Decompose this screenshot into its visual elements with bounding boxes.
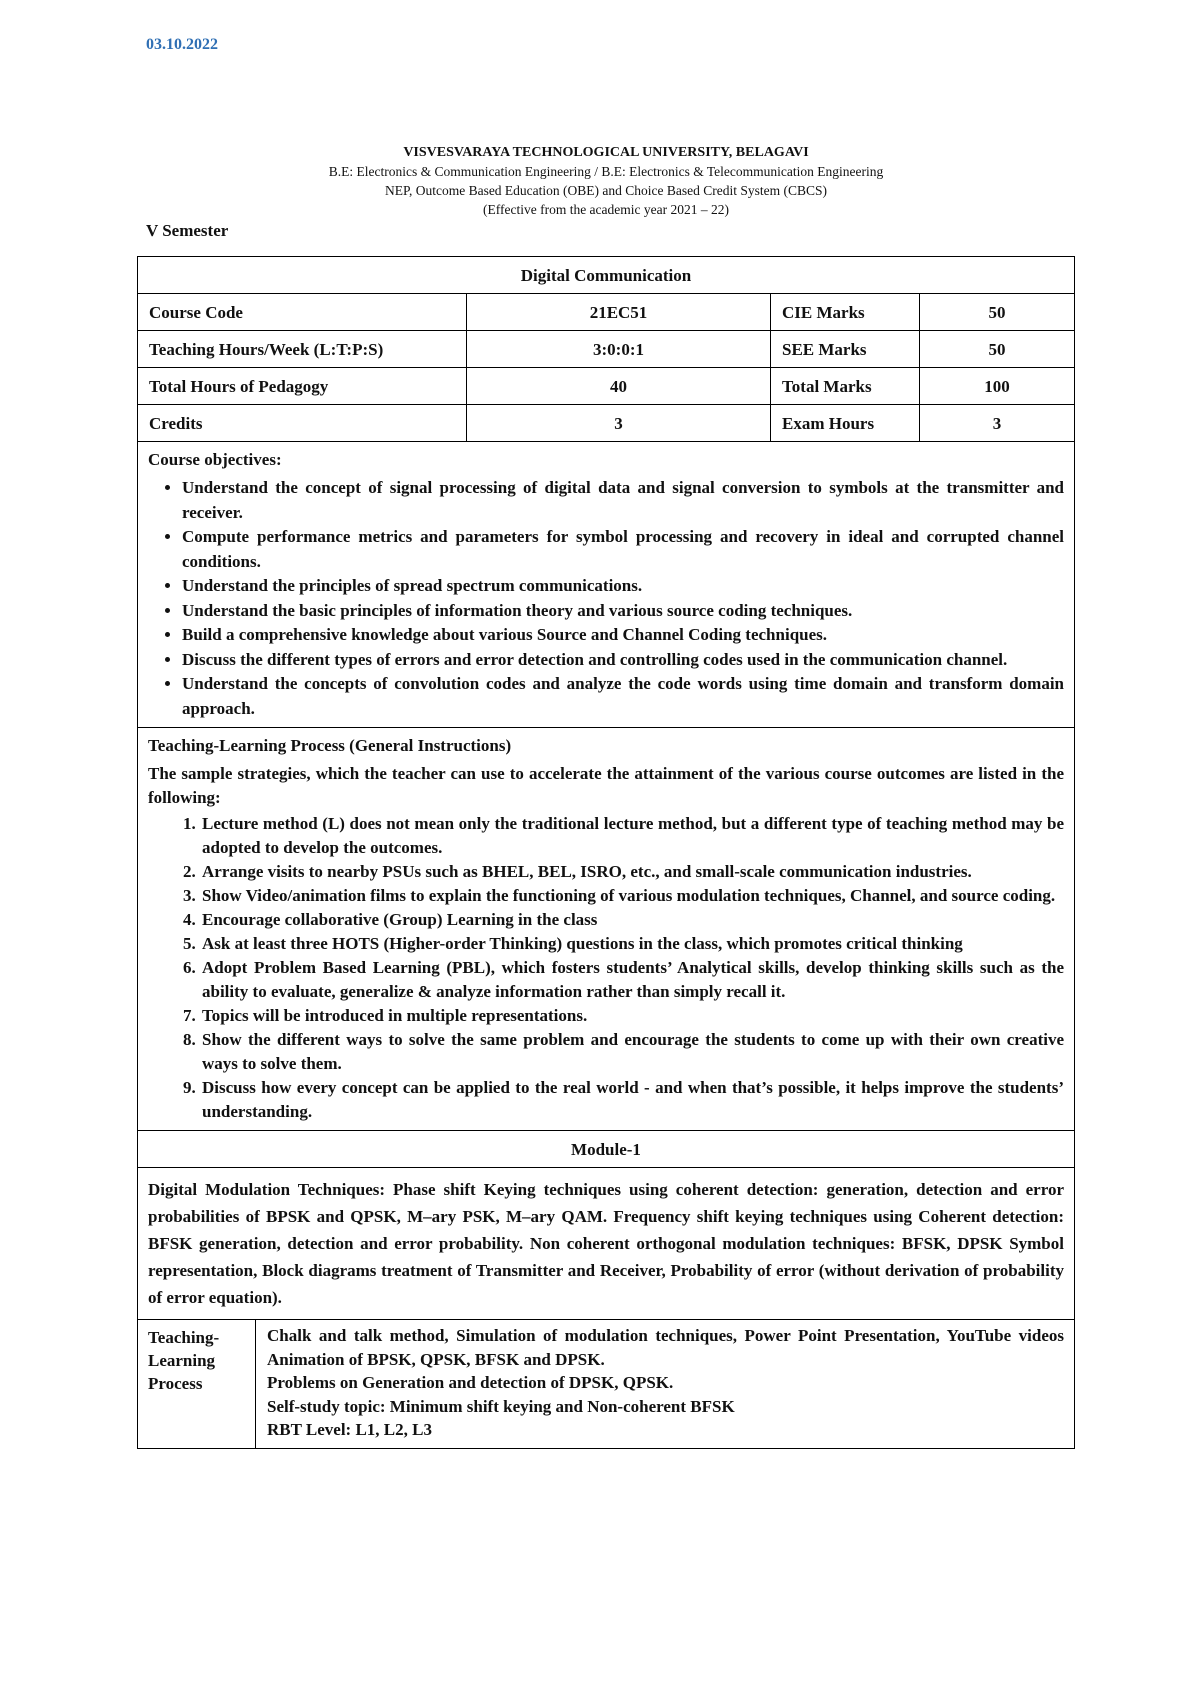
objective-item: • Understand the basic principles of information theory and various source coding techniques. (182, 599, 1064, 624)
objectives-list (148, 476, 1064, 721)
tlp-label: Teaching-Learning Process (138, 1320, 256, 1448)
rbt-value: L1, L2, L3 (351, 1420, 432, 1439)
info-label: CIE Marks (771, 294, 920, 330)
teaching-item: 6. Adopt Problem Based Learning (PBL), which fosters students’ Analytical skills, develop thinking skills such as the ability to evaluate, generalize & analyze information rather than simply recall it. (200, 956, 1064, 1004)
objective-item: • Understand the principles of spread spectrum communications. (182, 574, 1064, 599)
info-value: 21EC51 (467, 294, 771, 330)
tlp-line: Self-study topic: Minimum shift keying and Non-coherent BFSK (267, 1396, 735, 1416)
effective-line: (Effective from the academic year 2021 – 22) (482, 202, 729, 217)
objectives-heading: Course objectives: (148, 450, 282, 469)
module-content-heading: Digital Modulation Techniques: (148, 1180, 386, 1199)
teaching-item: 8. Show the different ways to solve the same problem and encourage the students to come up with their own creative ways to solve them. (200, 1028, 1064, 1076)
objective-item: • Discuss the different types of errors and error detection and controlling codes used in the communication channel. (182, 648, 1064, 673)
course-info-row (138, 368, 1074, 405)
objective-item: • Understand the concepts of convolution codes and analyze the code words using time domain and transform domain approach. (182, 672, 1064, 721)
course-title: Digital Communication (138, 257, 1074, 294)
course-info-row (138, 405, 1074, 442)
university-name: VISVESVARAYA TECHNOLOGICAL UNIVERSITY, BELAGAVI (403, 145, 809, 160)
teaching-item: 3. Show Video/animation films to explain the functioning of various modulation techniques, Channel, and source coding. (200, 884, 1064, 908)
scheme-line: NEP, Outcome Based Education (OBE) and Choice Based Credit System (CBCS) (384, 183, 828, 198)
info-value: 100 (984, 377, 1010, 396)
module-title: Module-1 (138, 1131, 1074, 1168)
document-date: 03.10.2022 (146, 36, 218, 53)
semester-label: V Semester (146, 221, 229, 240)
info-value: 3 (992, 414, 1002, 433)
info-label: Total Hours of Pedagogy (138, 368, 467, 404)
info-label: SEE Marks (771, 331, 920, 367)
info-label: Total Marks (771, 368, 920, 404)
objective-item: • Compute performance metrics and parameters for symbol processing and recovery in ideal and corrupted channel conditions. (182, 525, 1064, 574)
teaching-item: 5. Ask at least three HOTS (Higher-order Thinking) questions in the class, which promotes critical thinking (200, 932, 1064, 956)
rbt-level (267, 1418, 1064, 1442)
module-content-text: Phase shift Keying techniques using coherent detection: generation, detection and error probabilities of BPSK and QPSK, M–ary PSK, M–ary QAM. Frequency shift keying techniques using Coherent detection: BFSK generation, detection and error probability. Non coherent orthogonal modulation techniques: BFSK, DPSK Symbol representation, Block diagrams treatment of Transmitter and Receiver, Probability of error (without derivation of probability of error equation). (148, 1180, 1064, 1307)
objective-item: • Understand the concept of signal processing of digital data and signal conversion to symbols at the transmitter and receiver. (182, 476, 1064, 525)
tlp-line: Problems on Generation and detection of DPSK, QPSK. (267, 1373, 674, 1392)
teaching-list (148, 812, 1064, 1124)
course-objectives-section (138, 442, 1074, 728)
info-value: 50 (988, 303, 1006, 322)
teaching-item: 2. Arrange visits to nearby PSUs such as BHEL, BEL, ISRO, etc., and small-scale communication industries. (200, 860, 1064, 884)
course-table (137, 256, 1075, 1449)
info-label: Teaching Hours/Week (L:T:P:S) (138, 331, 467, 367)
document-header (137, 143, 1075, 219)
info-value: 3 (467, 405, 771, 441)
teaching-item: 1. Lecture method (L) does not mean only the traditional lecture method, but a different type of teaching method may be adopted to develop the outcomes. (200, 812, 1064, 860)
teaching-item: 4. Encourage collaborative (Group) Learning in the class (200, 908, 1064, 932)
info-value: 50 (988, 340, 1006, 359)
module-teaching-row (138, 1320, 1074, 1448)
info-value: 40 (467, 368, 771, 404)
tlp-text (256, 1320, 1074, 1448)
module-content (138, 1168, 1074, 1320)
teaching-learning-section (138, 728, 1074, 1131)
objective-item: • Build a comprehensive knowledge about various Source and Channel Coding techniques. (182, 623, 1064, 648)
info-label: Exam Hours (771, 405, 920, 441)
info-label: Course Code (138, 294, 467, 330)
tlp-line: Chalk and talk method, Simulation of modulation techniques, Power Point Presentation, YouTube videos Animation of BPSK, QPSK, BFSK and DPSK. (267, 1326, 1064, 1369)
rbt-label: RBT Level: (267, 1420, 352, 1439)
teaching-item: 7. Topics will be introduced in multiple representations. (200, 1004, 1064, 1028)
programme-line: B.E: Electronics & Communication Engineering / B.E: Electronics & Telecommunication Engineering (328, 164, 884, 179)
teaching-intro: The sample strategies, which the teacher can use to accelerate the attainment of the various course outcomes are listed in the following: (148, 764, 1064, 807)
info-label: Credits (138, 405, 467, 441)
course-info-row (138, 294, 1074, 331)
course-info-row (138, 331, 1074, 368)
teaching-heading: Teaching-Learning Process (General Instructions) (148, 736, 512, 755)
teaching-item: 9. Discuss how every concept can be applied to the real world - and when that’s possible, it helps improve the students’ understanding. (200, 1076, 1064, 1124)
info-value: 3:0:0:1 (467, 331, 771, 367)
